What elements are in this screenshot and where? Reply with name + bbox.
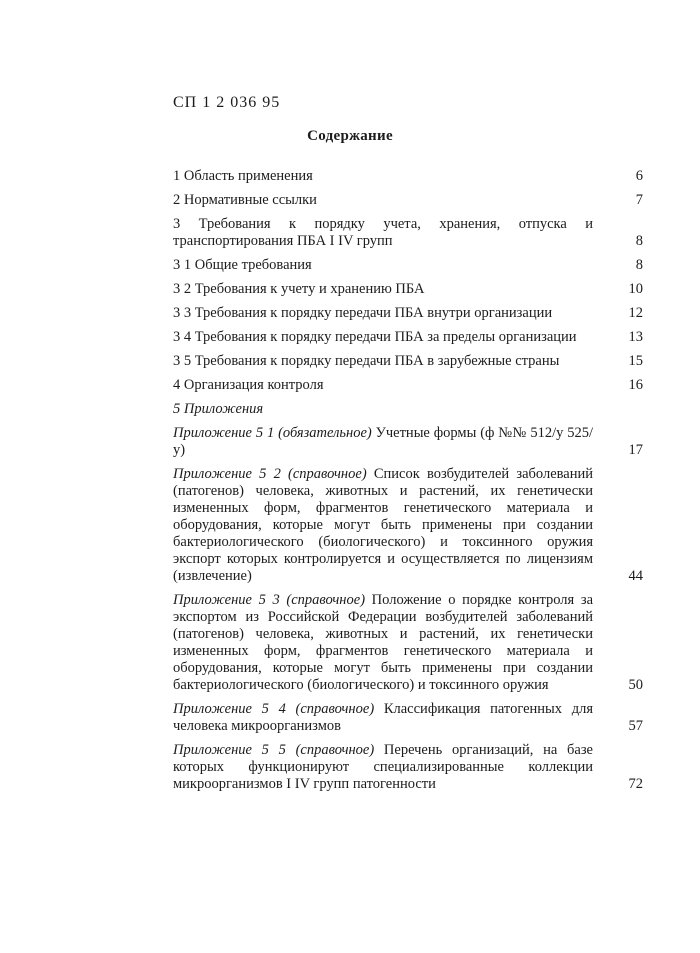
toc-entry-text: 5 Приложения (173, 401, 264, 417)
toc-entry-text: Классификация патогенных для человека микроорганизмов (173, 701, 593, 734)
toc-entry-text: 3 5 Требования к порядку передачи ПБА в зарубежные страны (173, 353, 560, 369)
toc-entry-page: 10 (628, 281, 643, 297)
toc-entry-text: 2 Нормативные ссылки (173, 192, 317, 208)
appendix-label: Приложение 5 2 (справочное) (173, 466, 367, 482)
appendix-label: Приложение 5 3 (справочное) (173, 592, 366, 608)
table-of-contents (173, 168, 643, 800)
toc-entry (173, 401, 643, 418)
toc-entry (173, 592, 643, 694)
toc-entry-text: 3 3 Требования к порядку передачи ПБА внутри организации (173, 305, 553, 321)
toc-entry-page: 44 (628, 568, 643, 584)
toc-entry (173, 353, 643, 370)
toc-entry-page: 16 (628, 377, 643, 393)
appendix-label: Приложение 5 1 (обязательное) (173, 425, 372, 441)
toc-entry (173, 257, 643, 274)
toc-entry (173, 329, 643, 346)
toc-entry (173, 305, 643, 322)
toc-entry-page: 12 (628, 305, 643, 321)
toc-title: Содержание (307, 128, 393, 144)
toc-entry-page: 8 (635, 257, 643, 273)
toc-entry (173, 281, 643, 298)
appendix-label: Приложение 5 4 (справочное) (173, 701, 375, 717)
toc-entry (173, 377, 643, 394)
document-code: СП 1 2 036 95 (173, 94, 281, 111)
toc-entry (173, 192, 643, 209)
toc-entry-page: 50 (628, 677, 643, 693)
toc-entry (173, 168, 643, 185)
toc-entry (173, 701, 643, 735)
toc-entry (173, 216, 643, 250)
toc-entry-text: Учетные формы (ф №№ 512/у 525/у) (173, 425, 594, 458)
toc-entry-text: Положение о порядке контроля за экспортом из Российской Федерации возбудителей заболеваний (патогенов) человека, животных и растений, их генетически измененных форм, фрагментов генетического материала и оборудования, которые могут быть применены при создании бактериологического (биологического) и токсинного оружия (173, 592, 594, 693)
toc-entry (173, 466, 643, 585)
appendix-label: Приложение 5 5 (справочное) (173, 742, 375, 758)
toc-entry-text: 3 Требования к порядку учета, хранения, отпуска и транспортирования ПБА I IV групп (173, 216, 593, 249)
toc-entry-page: 8 (635, 233, 643, 249)
toc-entry-page: 7 (635, 192, 643, 208)
toc-entry-text: Список возбудителей заболеваний (патогенов) человека, животных и растений, их генетически измененных форм, фрагментов генетического материала и оборудования, которые могут быть применены при создании бактериологического (биологического) и токсинного оружия экспорт которых контролируется и осуществляется по лицензиям (извлечение) (173, 466, 594, 584)
toc-entry-page: 15 (628, 353, 643, 369)
toc-entry-page: 6 (635, 168, 643, 184)
toc-entry-text: 3 2 Требования к учету и хранению ПБА (173, 281, 425, 297)
toc-entry (173, 425, 643, 459)
toc-entry-text: 1 Область применения (173, 168, 313, 184)
toc-entry-text: 3 1 Общие требования (173, 257, 312, 273)
toc-entry-page: 57 (628, 718, 643, 734)
toc-entry-page: 17 (628, 442, 643, 458)
toc-entry-text: Перечень организаций, на базе которых функционируют специализированные коллекции микроорганизмов I IV групп патогенности (173, 742, 593, 792)
toc-entry (173, 742, 643, 793)
toc-entry-page: 72 (628, 776, 643, 792)
toc-entry-page: 13 (628, 329, 643, 345)
toc-entry-text: 4 Организация контроля (173, 377, 324, 393)
toc-entry-text: 3 4 Требования к порядку передачи ПБА за пределы организации (173, 329, 577, 345)
